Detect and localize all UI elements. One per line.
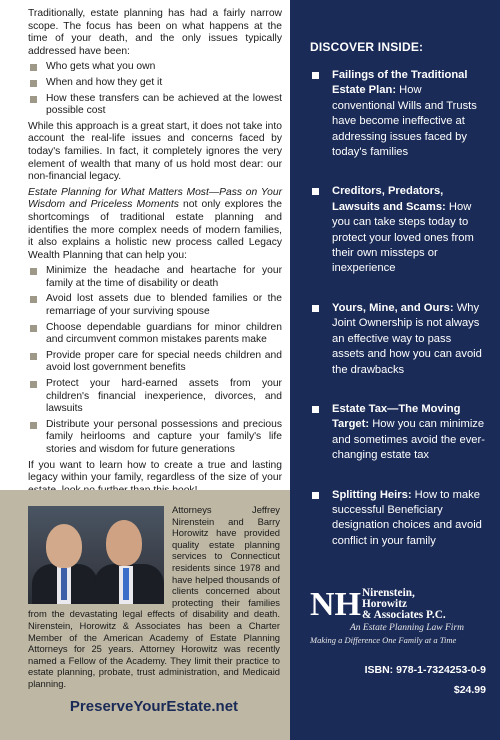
isbn-text: ISBN: 978-1-7324253-0-9 <box>364 664 486 676</box>
firm-tagline: Making a Difference One Family at a Time <box>310 635 457 645</box>
author-panel <box>0 490 290 740</box>
bullet-square-icon <box>30 296 37 303</box>
bullet-square-icon <box>312 72 319 79</box>
discover-item: Estate Tax—The Moving Target: How you can minimize and sometimes avoid the ever-changing estate tax <box>310 402 486 464</box>
discover-item: Yours, Mine, and Ours: Why Joint Ownership is not always an effective way to pass assets and how you can avoid the drawbacks <box>310 301 486 378</box>
bullet-square-icon <box>30 422 37 429</box>
approach-paragraph: While this approach is a great start, it does not take into account the real-life issues and concerns faced by today's families. In fact, it completely ignores the very element of wealth that many of us hold most dear: our non-financial legacy. <box>28 120 282 183</box>
discover-item: Splitting Heirs: How to make successful Beneficiary designation choices and avoid conflict in your family <box>310 488 486 550</box>
discover-heading: DISCOVER INSIDE: <box>310 40 424 54</box>
bullet-square-icon <box>30 325 37 332</box>
closing-paragraph: If you want to learn how to create a true and lasting legacy within your family, regardless of the size of your <box>28 459 282 484</box>
list-item: Distribute your personal possessions and precious family heirlooms and capture your family's life stories and wisdom for future generations <box>28 419 282 457</box>
bullet-square-icon <box>30 80 37 87</box>
bullet-square-icon <box>30 268 37 275</box>
bullet-square-icon <box>312 188 319 195</box>
firm-logo <box>310 585 490 645</box>
book-paragraph: Estate Planning for What Matters Most—Pass on Your Wisdom and Priceless Moments not only explores the shortcomings of traditional estate planning and identifies the more complex needs of modern families, it also explains a holistic new process called Legacy Wealth Planning that can help you: <box>28 186 282 261</box>
traditional-issues-list <box>28 61 282 117</box>
nh-logo-icon: NH <box>310 586 361 623</box>
bullet-square-icon <box>30 381 37 388</box>
website-link[interactable]: PreserveYourEstate.net <box>69 697 239 715</box>
bullet-square-icon <box>30 64 37 71</box>
list-item: How these transfers can be achieved at the lowest possible cost <box>28 93 282 118</box>
book-title: Estate Planning for What Matters Most—Pass on Your Wisdom and Priceless Moments <box>28 186 282 211</box>
price-text: $24.99 <box>453 684 486 696</box>
firm-subtitle: An Estate Planning Law Firm <box>350 623 464 633</box>
list-item: Protect your hard-earned assets from your children's financial inexperience, divorces, and lawsuits <box>28 378 282 416</box>
bullet-square-icon <box>30 96 37 103</box>
bullet-square-icon <box>312 406 319 413</box>
author-bio: Attorneys Jeffrey Nirenstein and Barry Horowitz have provided quality estate planning services to Connecticut residents since 1978 and have helped thousands of clients concerned about protecting their families from the devastating legal effects of disability and death. Nirenstein, Horowitz & Associates has been a Charter Member of the American Academy of Estate Planning Attorneys for 25 years. Attorney Horowitz was recently named a Fellow of the Academy. They limit their practice to estate planning, probate, trust administration, and Medicaid planning. <box>28 504 280 689</box>
description-panel <box>0 0 290 490</box>
list-item: Choose dependable guardians for minor children and circumvent common mistakes parents make <box>28 322 282 347</box>
bullet-square-icon <box>30 353 37 360</box>
intro-paragraph: Traditionally, estate planning has had a fairly narrow scope. The focus has been on what happens at the time of your death, and the only issues typically addressed have been: <box>28 8 282 57</box>
list-item: Provide proper care for special needs children and avoid lost government benefits <box>28 350 282 375</box>
list-item: Who gets what you own <box>28 61 282 74</box>
benefits-list <box>28 265 282 456</box>
bullet-square-icon <box>312 492 319 499</box>
discover-item: Creditors, Predators, Lawsuits and Scams: How you can take steps today to protect your loved ones from their own missteps or inexperience <box>310 184 486 276</box>
bullet-square-icon <box>312 305 319 312</box>
authors-photo <box>28 506 164 604</box>
list-item: Avoid lost assets due to blended families or the remarriage of your surviving spouse <box>28 293 282 318</box>
list-item: Minimize the headache and heartache for your family at the time of disability or death <box>28 265 282 290</box>
list-item: When and how they get it <box>28 77 282 90</box>
firm-name: Nirenstein, Horowitz & Associates P.C. <box>362 587 446 621</box>
discover-item: Failings of the Traditional Estate Plan: How conventional Wills and Trusts have become ineffective at addressing issues faced by today's families <box>310 68 486 160</box>
